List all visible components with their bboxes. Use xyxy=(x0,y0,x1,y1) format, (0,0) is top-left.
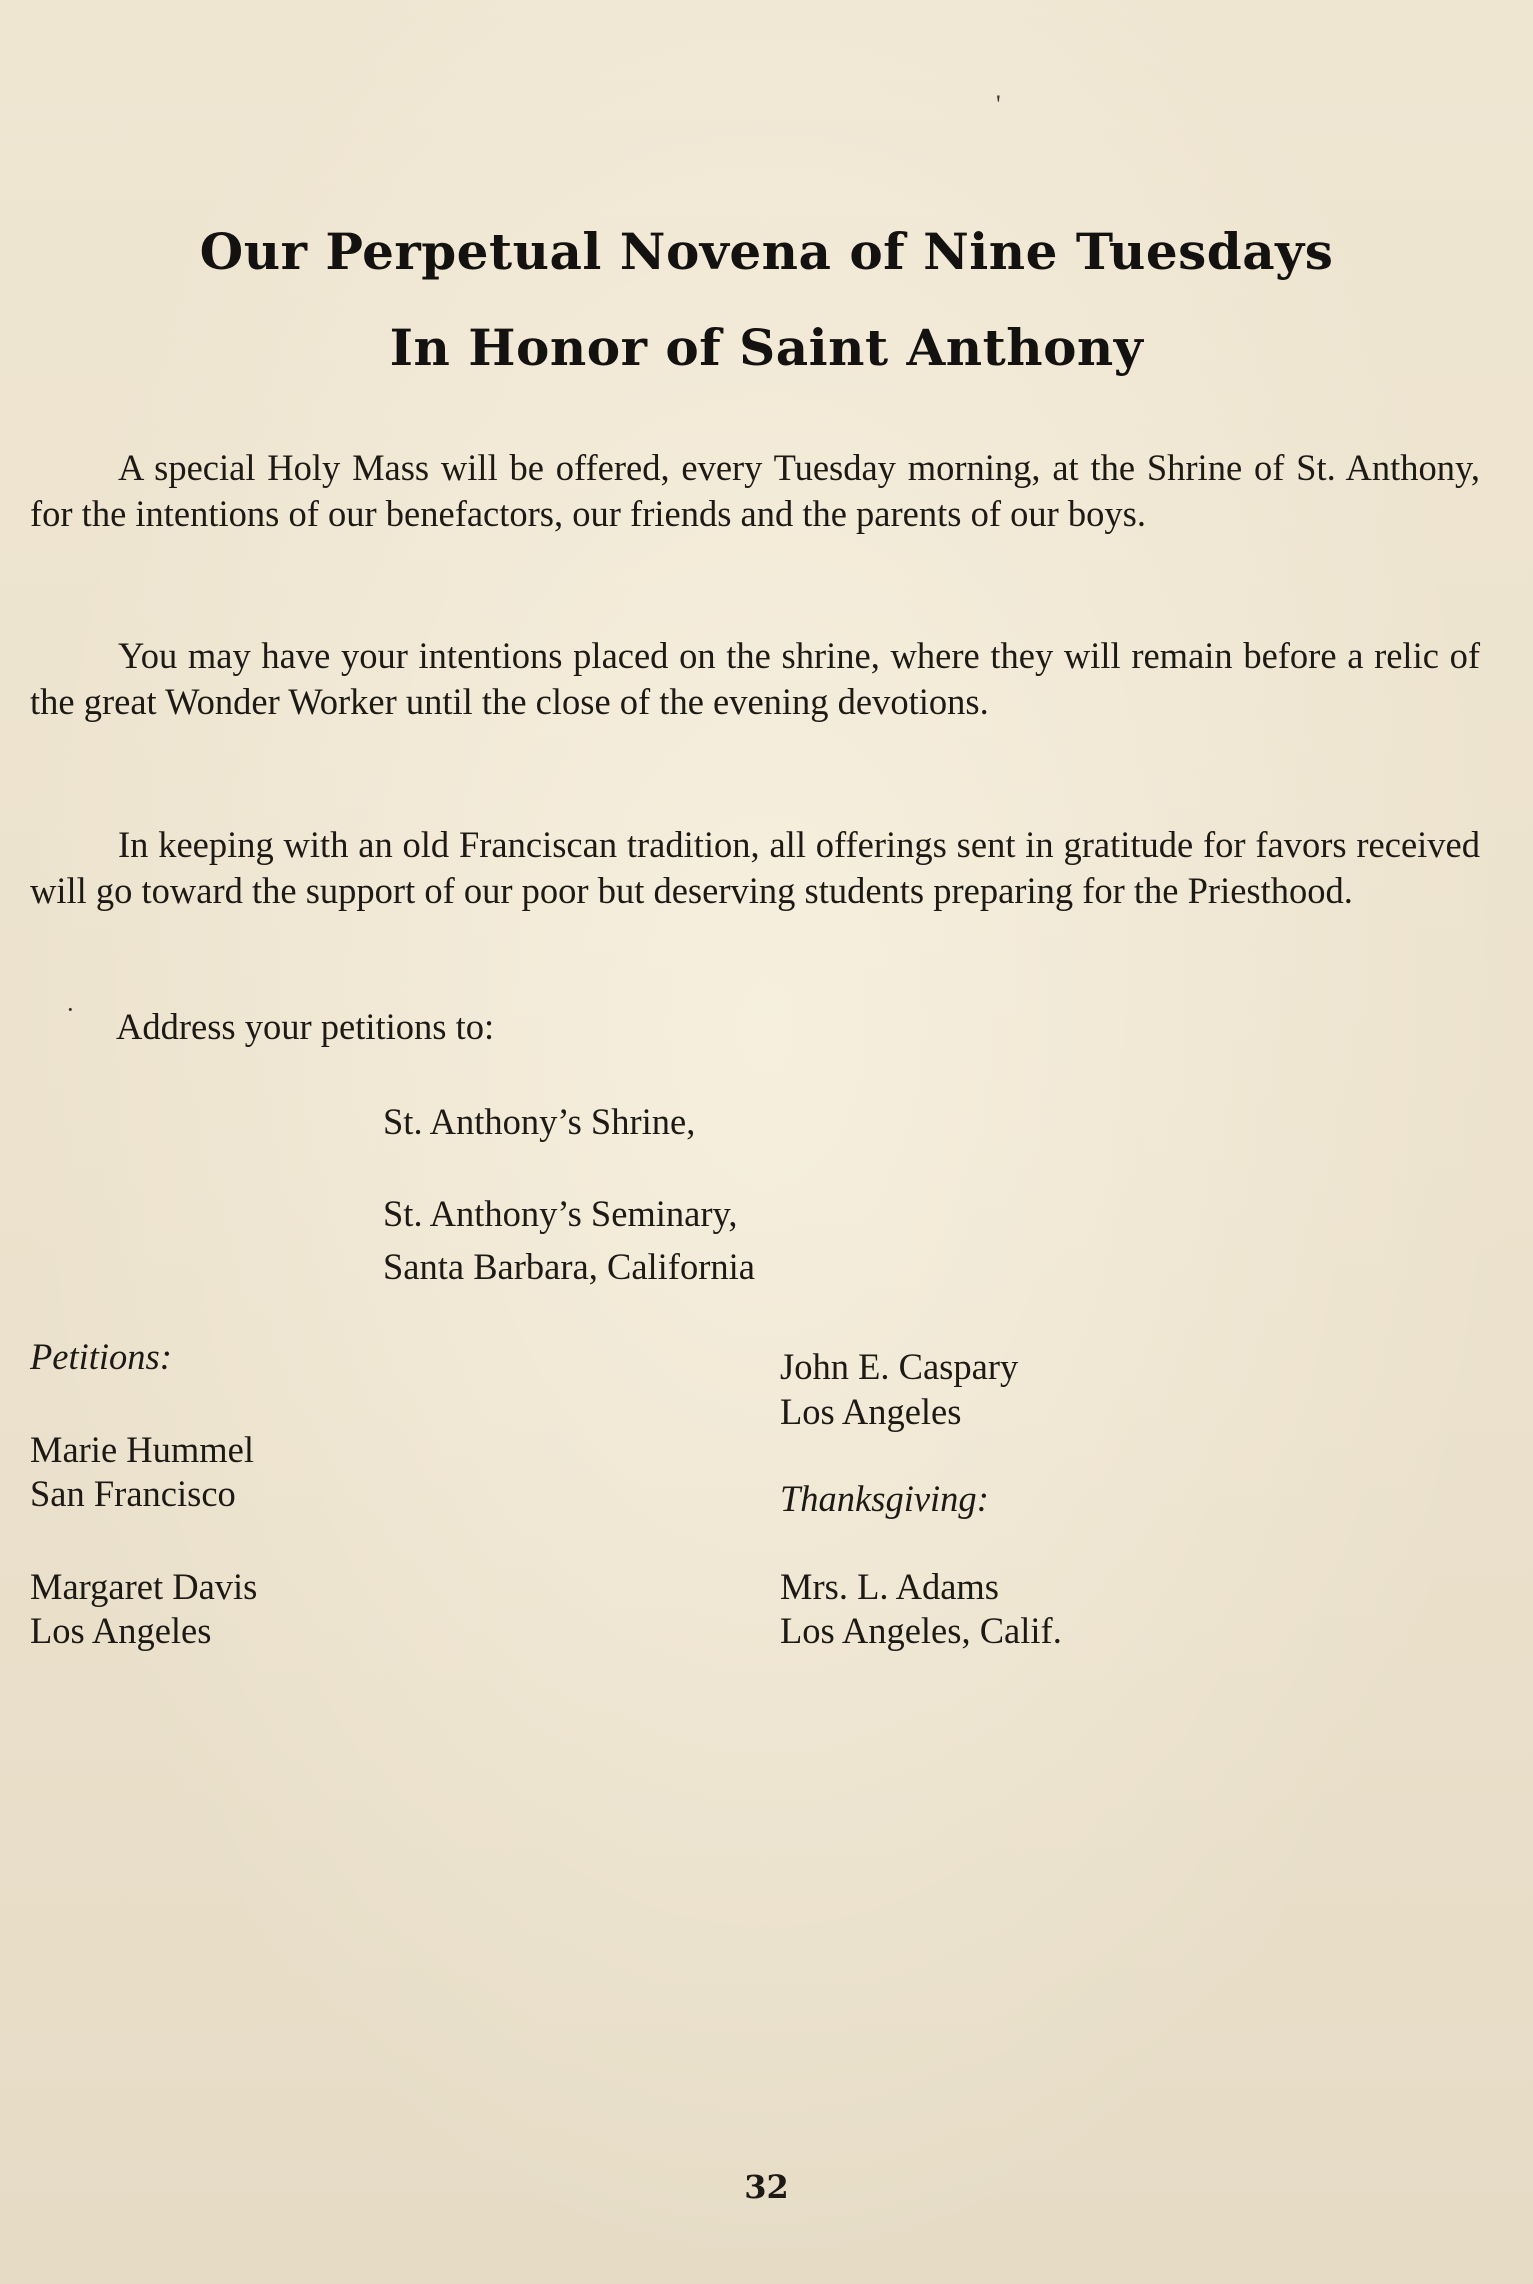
list-item xyxy=(780,1345,1480,1434)
thanksgiving-name: Mrs. L. Adams xyxy=(780,1565,999,1607)
petitioner-name: Margaret Davis xyxy=(30,1565,258,1607)
list-item xyxy=(30,1565,710,1654)
petitions-heading: Petitions: xyxy=(30,1336,172,1377)
paragraph-intentions: You may have your intentions placed on the shrine, where they will remain before a relic of the great Wonder Worker until the close of the evening devotions. xyxy=(30,635,1480,722)
right-column xyxy=(780,1345,1480,1654)
page-subtitle: In Honor of Saint Anthony xyxy=(389,318,1144,377)
page-number: 32 xyxy=(744,2168,789,2206)
petitions-column xyxy=(30,1335,710,1654)
ink-mark: ' xyxy=(996,90,1001,119)
list-item xyxy=(30,1428,710,1517)
ink-mark: · xyxy=(66,995,75,1024)
petitioner-place: San Francisco xyxy=(30,1473,236,1514)
address-lead: Address your petitions to: xyxy=(116,1006,495,1047)
thanksgiving-heading: Thanksgiving: xyxy=(780,1478,989,1519)
paragraph-offerings: In keeping with an old Franciscan tradition, all offerings sent in gratitude for favors received will go toward the support of our poor but deserving students preparing for the Priesthood. xyxy=(30,824,1480,911)
address-line-city: Santa Barbara, California xyxy=(383,1246,755,1287)
address-line-shrine: St. Anthony’s Shrine, xyxy=(383,1101,696,1142)
address-line-seminary: St. Anthony’s Seminary, xyxy=(383,1193,738,1234)
thanksgiving-place: Los Angeles, Calif. xyxy=(780,1610,1062,1651)
petitioner-name: John E. Caspary xyxy=(780,1346,1019,1387)
list-item xyxy=(780,1565,1480,1654)
petitioner-name: Marie Hummel xyxy=(30,1428,255,1470)
petitioner-place: Los Angeles xyxy=(780,1390,962,1432)
page-title: Our Perpetual Novena of Nine Tuesdays xyxy=(199,222,1334,281)
paragraph-holy-mass: A special Holy Mass will be offered, every Tuesday morning, at the Shrine of St. Anthony, for the intentions of our benefactors, our friends and the parents of our boys. xyxy=(30,447,1480,534)
petitioner-place: Los Angeles xyxy=(30,1610,212,1651)
